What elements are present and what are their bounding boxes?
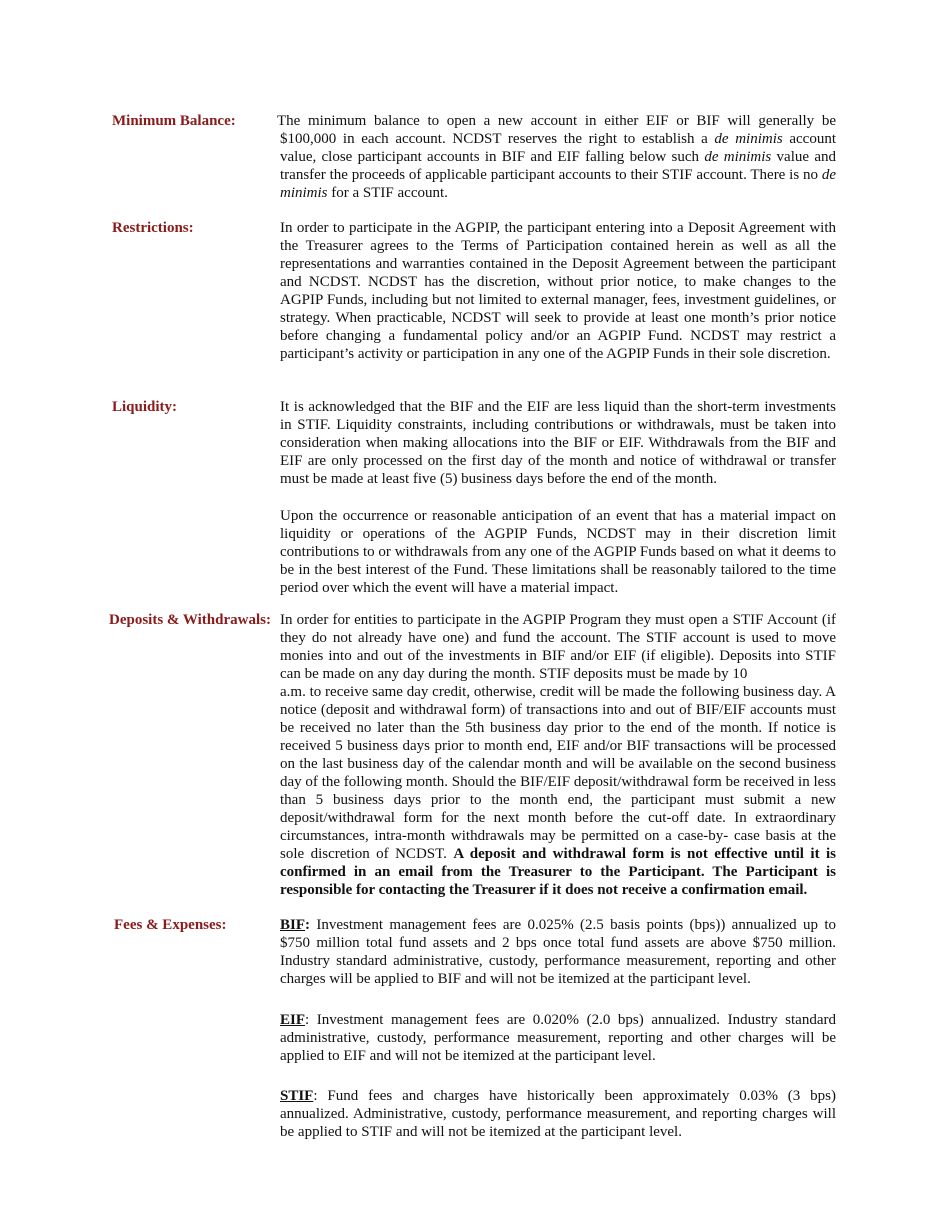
text-run: : Investment management fees are 0.020% (2.0 bps) annualized. Industry standard administrative, custody, performance measurement, reporting and other charges will be applied to EIF and will not be itemized at the participant level. — [280, 1012, 836, 1064]
section-body — [280, 611, 836, 899]
fund-heading-eif: EIF — [280, 1012, 306, 1028]
paragraph: It is acknowledged that the BIF and the EIF are less liquid than the short-term investments in STIF. Liquidity constraints, including contributions or withdrawals, must be taken into consideration when making allocations into the BIF or EIF. Withdrawals from the BIF and EIF are only processed on the first day of the month and notice of withdrawal or transfer must be made at least five (5) business days before the end of the month. — [280, 399, 836, 487]
paragraph: In order to participate in the AGPIP, the participant entering into a Deposit Agreement with the Treasurer agrees to the Terms of Participation contained herein as well as all the representations and warranties contained in the Deposit Agreement between the participant and NCDST. NCDST has the discretion, without prior notice, to make changes to the AGPIP Funds, including but not limited to external manager, fees, investment guidelines, or strategy. When practicable, NCDST will seek to provide at least one month’s prior notice before changing a fundamental policy and/or an AGPIP Fund. NCDST may restrict a participant’s activity or participation in any one of the AGPIP Funds in their sole discretion. — [280, 220, 836, 362]
section-label: Minimum Balance: — [112, 113, 236, 129]
paragraph — [280, 611, 836, 899]
text-run: : Fund fees and charges have historically been approximately 0.03% (3 bps) annualized. Administrative, custody, performance measurement, and reporting charges will be applied to STIF and will not be itemized at the participant level. — [280, 1088, 836, 1140]
paragraph-eif — [280, 1011, 836, 1065]
section-body — [277, 112, 837, 202]
paragraph — [277, 112, 837, 202]
section-body — [280, 398, 836, 597]
heading-colon: : — [305, 917, 311, 933]
italic-term: de minimis — [280, 167, 836, 201]
fund-heading-stif: STIF — [280, 1088, 314, 1104]
bold-notice: A deposit and withdrawal form is not effective until it is confirmed in an email from the Treasurer to the Participant. The Participant is responsible for contacting the Treasurer if it does not receive a confirmation email. — [280, 846, 837, 898]
section-body — [280, 916, 836, 1141]
fund-heading-bif: BIF — [280, 917, 306, 933]
italic-term: de minimis — [714, 131, 783, 147]
text-run: for a STIF account. — [327, 185, 448, 201]
text-run: account value, close participant accounts in BIF and EIF falling below such — [280, 131, 837, 165]
section-body — [280, 219, 836, 363]
text-run: value and transfer the proceeds of applicable participant accounts to their STIF account. There is no — [280, 149, 836, 183]
section-label: Restrictions: — [112, 220, 194, 236]
text-run: Investment management fees are 0.025% (2.5 basis points (bps)) annualized up to $750 million total fund assets and 2 bps once total fund assets are above $750 million. Industry standard administrative, custody, performance measurement, reporting and other charges will be applied to BIF and will not be itemized at the participant level. — [280, 917, 836, 987]
paragraph-stif — [280, 1087, 836, 1141]
italic-term: de minimis — [704, 149, 772, 165]
section-label: Deposits & Withdrawals: — [109, 612, 271, 628]
section-label: Fees & Expenses: — [114, 917, 227, 933]
text-run: The minimum balance to open a new account in either EIF or BIF will generally be $100,000 in each account. NCDST reserves the right to establish a — [277, 113, 836, 147]
text-run: In order for entities to participate in the AGPIP Program they must open a STIF Account (if they do not already have one) and fund the account. The STIF account is used to move monies into and out of the investments in BIF and/or EIF (if eligible). Deposits into STIF can be made on any day during the month. STIF deposits must be made by 10 — [280, 612, 836, 682]
paragraph-bif — [280, 916, 836, 988]
section-label: Liquidity: — [112, 399, 178, 415]
text-run: a.m. to receive same day credit, otherwise, credit will be made the following business day. A notice (deposit and withdrawal form) of transactions into and out of BIF/EIF accounts must be received no later than the 5th business day prior to the end of the month. If notice is received 5 business days prior to month end, EIF and/or BIF transactions will be processed on the last business day of the calendar month and will be available on the second business day of the following month. Should the BIF/EIF deposit/withdrawal form be received in less than 5 business days prior to the month end, the participant must submit a new deposit/withdrawal form for the next month before the cut-off date. In extraordinary circumstances, intra-month withdrawals may be permitted on a case-by- case basis at the sole discretion of NCDST. — [280, 684, 836, 862]
paragraph: Upon the occurrence or reasonable anticipation of an event that has a material impact on liquidity or operations of the AGPIP Funds, NCDST may in their discretion limit contributions to or withdrawals from any one of the AGPIP Funds based on what it deems to be in the best interest of the Fund. These limitations shall be reasonably tailored to the time period over which the event will have a material impact. — [280, 508, 836, 596]
